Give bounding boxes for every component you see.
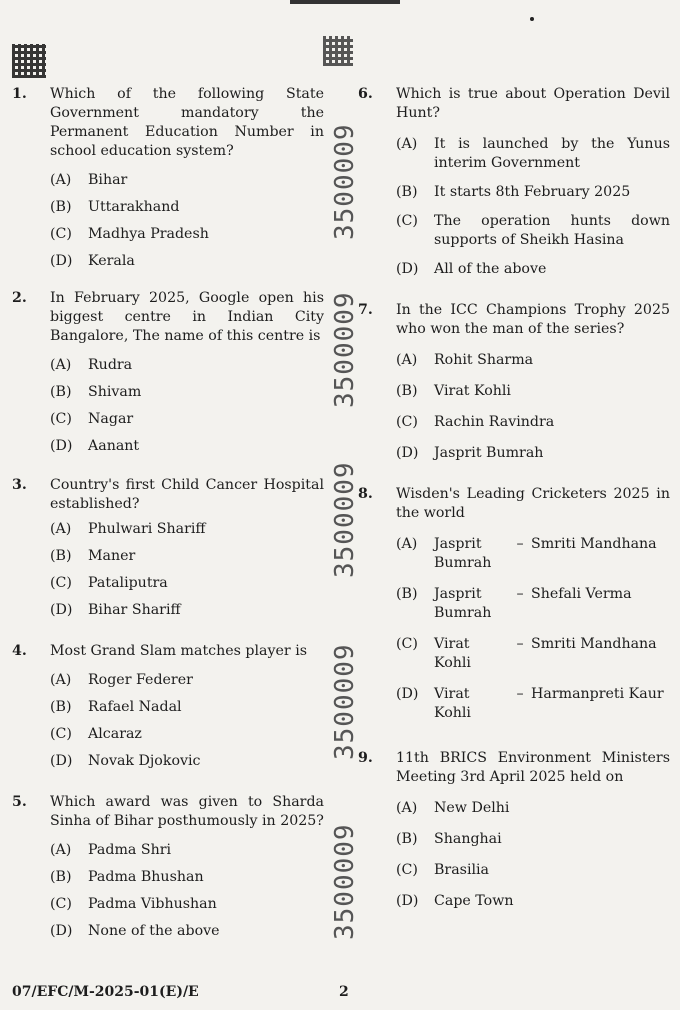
- option[interactable]: (D) All of the above: [396, 261, 547, 277]
- question-text: In the ICC Champions Trophy 2025 who won the man of the series?: [396, 302, 670, 337]
- question-text: Wisden's Leading Cricketers 2025 in the world: [396, 486, 670, 521]
- option[interactable]: (C) Alcaraz: [50, 726, 142, 742]
- question-number: 9.: [358, 750, 373, 766]
- page-number: 2: [339, 984, 349, 1000]
- question-number: 7.: [358, 302, 373, 318]
- option[interactable]: (A) Padma Shri: [50, 842, 172, 858]
- question-number: 4.: [12, 643, 27, 659]
- option[interactable]: (D) None of the above: [50, 923, 220, 939]
- option[interactable]: (C) Rachin Ravindra: [396, 414, 555, 430]
- option[interactable]: (C) The operation hunts down supports of Sheikh Hasina: [396, 213, 670, 248]
- option[interactable]: (B) Uttarakhand: [50, 199, 180, 215]
- question-number: 8.: [358, 486, 373, 502]
- option[interactable]: (B) Jasprit Bumrah – Shefali Verma: [396, 586, 632, 621]
- option[interactable]: (A) It is launched by the Yunus interim Government: [396, 136, 670, 171]
- option[interactable]: (B) Rafael Nadal: [50, 699, 182, 715]
- question-number: 2.: [12, 290, 27, 306]
- option[interactable]: (D) Virat Kohli – Harmanpreti Kaur: [396, 686, 664, 721]
- option[interactable]: (B) Shivam: [50, 384, 142, 400]
- option[interactable]: (A) Bihar: [50, 172, 128, 188]
- paper-code: 07/EFC/M-2025-01(E)/E: [12, 984, 199, 1000]
- question-2: [12, 289, 324, 456]
- watermark: 3500009: [330, 643, 360, 760]
- option[interactable]: (B) Maner: [50, 548, 136, 564]
- question-text: Which is true about Operation Devil Hunt?: [396, 86, 670, 121]
- qr-code-icon: [12, 44, 46, 78]
- question-text: Which award was given to Sharda Sinha of Bihar posthumously in 2025?: [50, 794, 324, 829]
- qr-code-icon: [323, 36, 353, 66]
- option[interactable]: (B) Virat Kohli: [396, 383, 511, 399]
- option[interactable]: (B) Shanghai: [396, 831, 502, 847]
- question-text: Which of the following State Government mandatory the Permanent Education Number in school education system?: [50, 86, 324, 159]
- option[interactable]: (A) New Delhi: [396, 800, 510, 816]
- right-column: [358, 85, 670, 911]
- question-9: [358, 749, 670, 911]
- question-number: 1.: [12, 86, 27, 102]
- option[interactable]: (C) Padma Vibhushan: [50, 896, 217, 912]
- left-column: [12, 85, 324, 941]
- option[interactable]: (D) Bihar Shariff: [50, 602, 181, 618]
- question-4: [12, 642, 324, 771]
- question-number: 6.: [358, 86, 373, 102]
- option[interactable]: (D) Jasprit Bumrah: [396, 445, 544, 461]
- option[interactable]: (C) Nagar: [50, 411, 134, 427]
- watermark: 3500009: [330, 823, 360, 940]
- option[interactable]: (B) It starts 8th February 2025: [396, 184, 631, 200]
- option[interactable]: (A) Roger Federer: [50, 672, 193, 688]
- question-8: [358, 485, 670, 723]
- question-7: [358, 301, 670, 463]
- option[interactable]: (A) Phulwari Shariff: [50, 521, 206, 537]
- option[interactable]: (D) Kerala: [50, 253, 135, 269]
- option[interactable]: (A) Jasprit Bumrah – Smriti Mandhana: [396, 536, 657, 571]
- option[interactable]: (A) Rudra: [50, 357, 133, 373]
- option[interactable]: (C) Virat Kohli – Smriti Mandhana: [396, 636, 657, 671]
- option[interactable]: (D) Aanant: [50, 438, 140, 454]
- option[interactable]: (C) Pataliputra: [50, 575, 168, 591]
- option[interactable]: (C) Brasilia: [396, 862, 490, 878]
- watermark: 3500009: [330, 461, 360, 578]
- top-edge-bar: [290, 0, 400, 4]
- question-text: 11th BRICS Environment Ministers Meeting 3rd April 2025 held on: [396, 750, 670, 785]
- watermark: 3500009: [330, 291, 360, 408]
- question-5: [12, 793, 324, 941]
- question-6: [358, 85, 670, 279]
- option[interactable]: (C) Madhya Pradesh: [50, 226, 209, 242]
- question-1: [12, 85, 324, 271]
- question-text: Most Grand Slam matches player is: [50, 643, 308, 659]
- question-3: [12, 476, 324, 620]
- option[interactable]: (A) Rohit Sharma: [396, 352, 534, 368]
- watermark: 3500009: [330, 123, 360, 240]
- question-number: 5.: [12, 794, 27, 810]
- question-number: 3.: [12, 477, 27, 493]
- question-text: In February 2025, Google open his biggest centre in Indian City Bangalore, The name of this centre is: [50, 290, 324, 344]
- option[interactable]: (D) Cape Town: [396, 893, 514, 909]
- option[interactable]: (B) Padma Bhushan: [50, 869, 204, 885]
- ink-dot: [530, 17, 534, 21]
- question-text: Country's first Child Cancer Hospital established?: [50, 477, 324, 512]
- option[interactable]: (D) Novak Djokovic: [50, 753, 201, 769]
